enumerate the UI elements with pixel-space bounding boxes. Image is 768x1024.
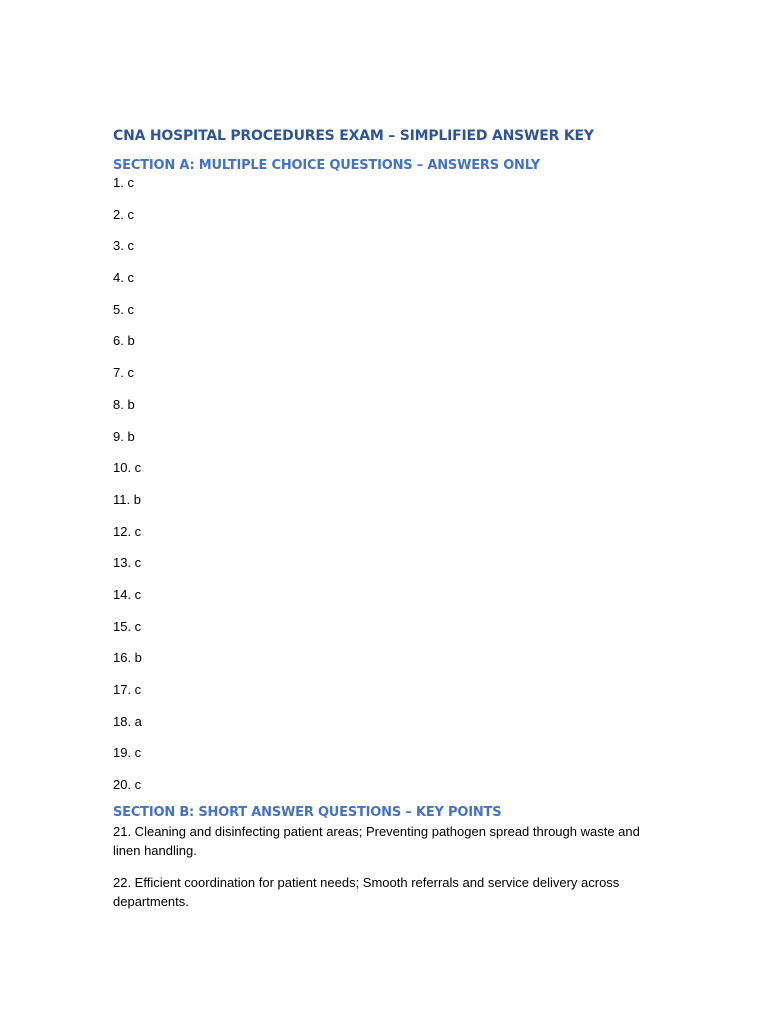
answer-item: 6. b xyxy=(113,333,135,349)
section-a-heading: SECTION A: MULTIPLE CHOICE QUESTIONS – ANSWERS ONLY xyxy=(113,158,541,173)
answer-item: 8. b xyxy=(113,396,135,412)
answer-item: 9. b xyxy=(113,428,135,444)
document-title: CNA HOSPITAL PROCEDURES EXAM – SIMPLIFIED ANSWER KEY xyxy=(113,128,594,144)
answer-item: 20. c xyxy=(113,777,142,793)
answer-item: 1. c xyxy=(113,175,134,190)
answer-item: 4. c xyxy=(113,270,134,286)
answer-item: 17. c xyxy=(113,682,142,697)
answer-item: 18. a xyxy=(113,713,142,729)
section-b-answers xyxy=(113,822,658,911)
answer-item: 5. c xyxy=(113,301,134,317)
answer-item: 10. c xyxy=(113,460,142,476)
answer-item: 16. b xyxy=(113,650,142,666)
section-b-heading: SECTION B: SHORT ANSWER QUESTIONS – KEY POINTS xyxy=(113,805,502,821)
document-page xyxy=(113,127,658,924)
answer-item: 13. c xyxy=(113,555,142,571)
answer-item: 15. c xyxy=(113,618,142,634)
answer-item: 7. c xyxy=(113,365,134,381)
short-answer-item: 22. Efficient coordination for patient needs; Smooth referrals and service delivery across departments. xyxy=(113,875,620,910)
short-answer-item: 21. Cleaning and disinfecting patient areas; Preventing pathogen spread through waste and linen handling. xyxy=(113,824,640,859)
answer-item: 12. c xyxy=(113,523,142,539)
answer-item: 2. c xyxy=(113,206,134,222)
answer-item: 14. c xyxy=(113,586,142,602)
answer-item: 19. c xyxy=(113,745,142,761)
section-a-answers xyxy=(113,175,658,792)
answer-item: 3. c xyxy=(113,238,134,254)
answer-item: 11. b xyxy=(113,491,141,507)
